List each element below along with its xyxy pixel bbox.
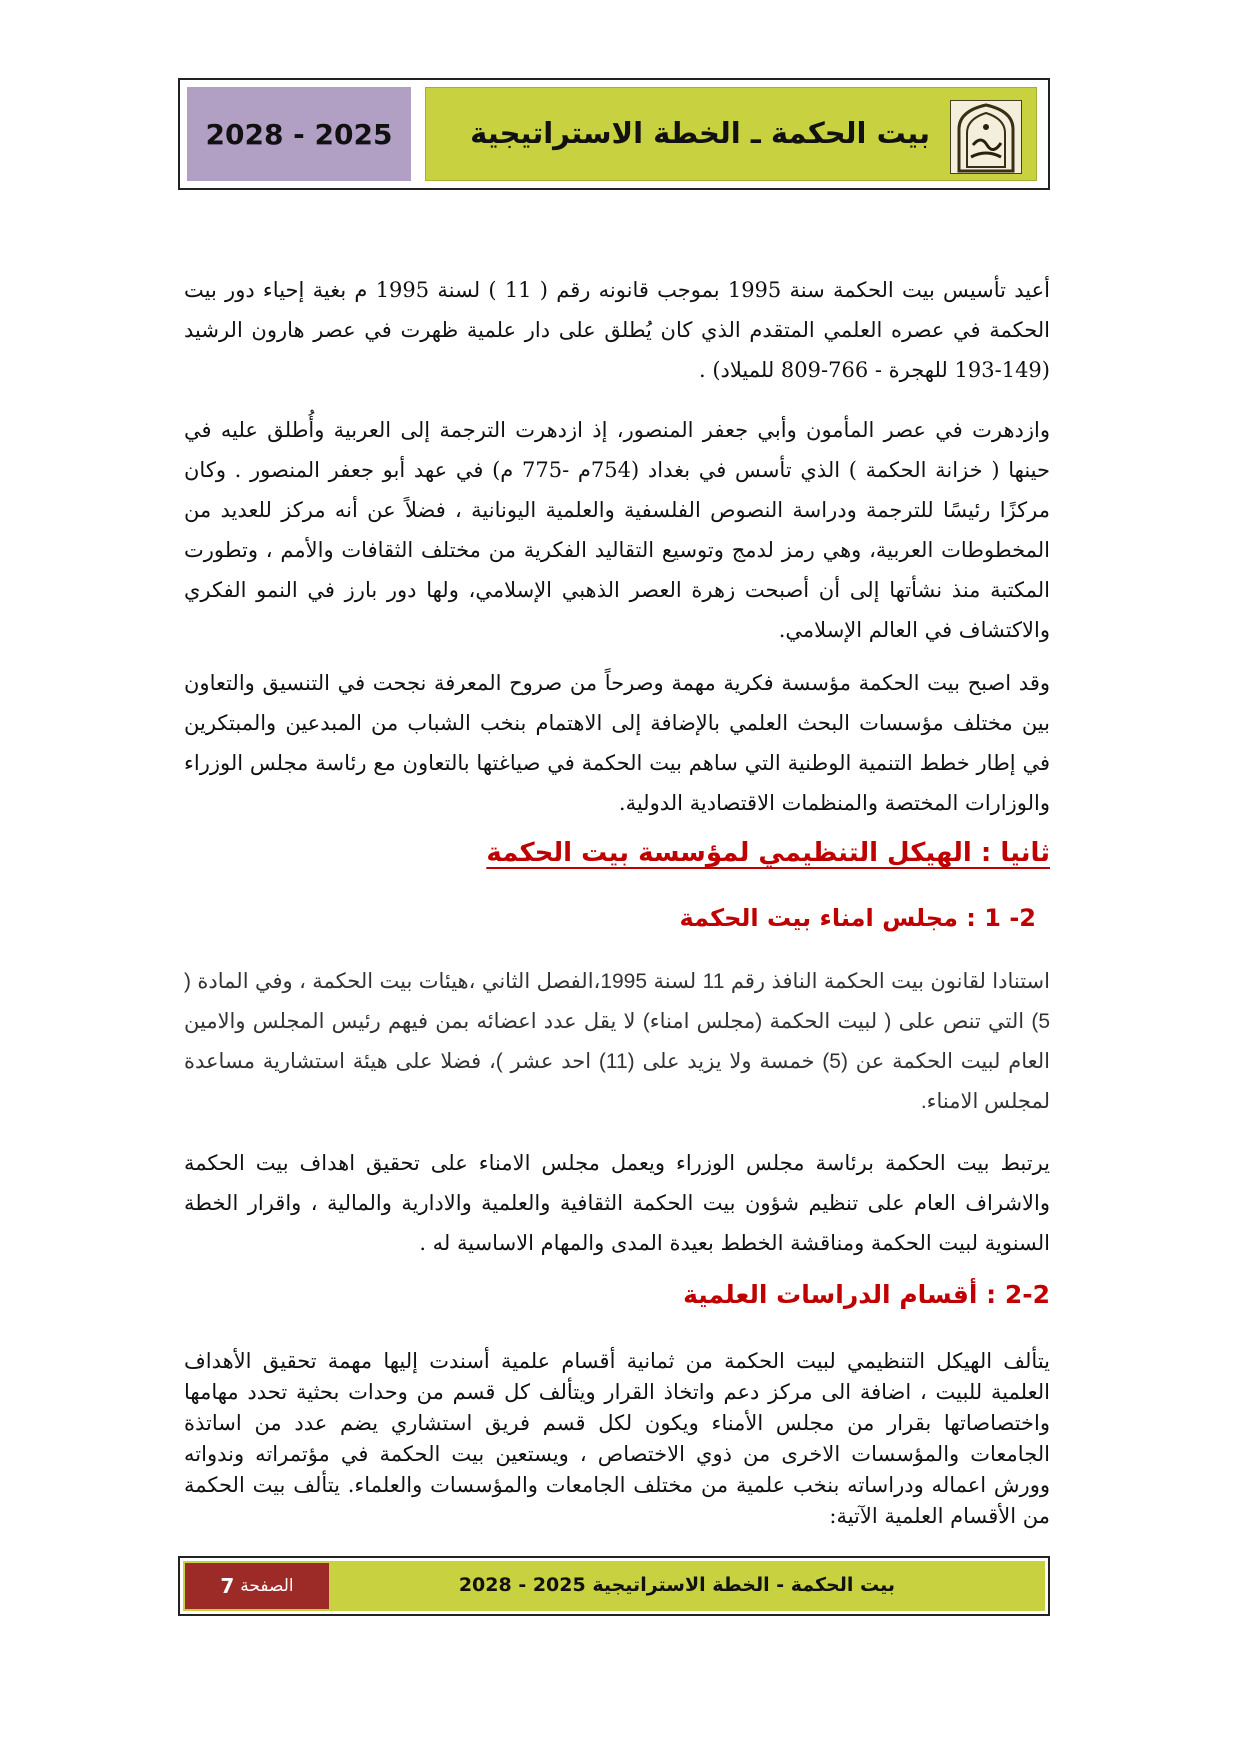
paragraph-role: وقد اصبح بيت الحكمة مؤسسة فكرية مهمة وصرحاً من صروح المعرفة نجحت في التنسيق والتعاون بين مختلف مؤسسات البحث العلمي بالإضافة إلى الاهتمام بنخب الشباب من المبدعين والمبتكرين في إطار خطط التنمية الوطنية التي ساهم بيت الحكمة في صياغتها بالتعاون مع رئاسة مجلس الوزراء والوزارات المختصة والمنظمات الاقتصادية الدولية.: [184, 671, 1050, 815]
paragraph-founding: أعيد تأسيس بيت الحكمة سنة 1995 بموجب قانونه رقم ( 11 ) لسنة 1995 م بغية إحياء دور بيت الحكمة في عصره العلمي المتقدم الذي كان يُطلق على دار علمية ظهرت في عصر هارون الرشيد (149-193 للهجرة - 766-809 للميلاد) .: [184, 278, 1050, 382]
section-heading-structure: ثانيا : الهيكل التنظيمي لمؤسسة بيت الحكمة: [486, 838, 1050, 868]
header-title-bar: [425, 87, 1037, 181]
header-years: 2028 - 2025: [187, 87, 411, 181]
page-header: [178, 78, 1050, 190]
page-label: الصفحة: [240, 1576, 294, 1596]
subheading-board: 2- 1 : مجلس امناء بيت الحكمة: [679, 904, 1036, 932]
header-title: بيت الحكمة ـ الخطة الاستراتيجية: [470, 116, 930, 150]
subheading-departments: 2-2 : أقسام الدراسات العلمية: [683, 1280, 1050, 1309]
page-number-box: [185, 1563, 329, 1609]
paragraph-board-law: استنادا لقانون بيت الحكمة النافذ رقم 11 لسنة 1995،الفصل الثاني ،هيئات بيت الحكمة ، وفي المادة ( 5) التي تنص على ( لبيت الحكمة (مجلس امناء) لا يقل عدد اعضائه بمن فيهم رئيس المجلس والامين العام لبيت الحكمة عن (5) خمسة ولا يزيد على (11) احد عشر )، فضلا على هيئة استشارية مساعدة لمجلس الامناء.: [184, 970, 1050, 1113]
page-footer: [178, 1556, 1050, 1616]
paragraph-departments: يتألف الهيكل التنظيمي لبيت الحكمة من ثمانية أقسام علمية أسندت إليها مهمة تحقيق الأهداف العلمية للبيت ، اضافة الى مركز دعم واتخاذ القرار ويتألف كل قسم من وحدات بحثية تحدد مهامها واختصاصاتها بقرار من مجلس الأمناء ويكون لكل قسم فريق استشاري يضم عدد من اساتذة الجامعات والمؤسسات الاخرى من ذوي الاختصاص ، ويستعين بيت الحكمة في مؤتمراته وندواته وورش اعماله ودراساته بنخب علمية من مختلف الجامعات والمؤسسات والعلماء. يتألف بيت الحكمة من الأقسام العلمية الآتية:: [184, 1349, 1050, 1528]
bait-al-hikma-logo: [950, 100, 1022, 174]
paragraph-board-duties: يرتبط بيت الحكمة برئاسة مجلس الوزراء ويعمل مجلس الامناء على تحقيق اهداف بيت الحكمة والاشراف العام على تنظيم شؤون بيت الحكمة الثقافية والعلمية والادارية والمالية ، واقرار الخطة السنوية لبيت الحكمة ومناقشة الخطط بعيدة المدى والمهام الاساسية له .: [184, 1151, 1050, 1255]
page-number: 7: [220, 1574, 235, 1598]
footer-title: بيت الحكمة - الخطة الاستراتيجية 2025 - 2028: [458, 1574, 895, 1596]
paragraph-history: وازدهرت في عصر المأمون وأبي جعفر المنصور، إذ ازدهرت الترجمة إلى العربية وأُطلق عليه في حينها ( خزانة الحكمة ) الذي تأسس في بغداد (754م -775 م) في عهد أبو جعفر المنصور . وكان مركزًا رئيسًا للترجمة ودراسة النصوص الفلسفية والعلمية اليونانية ، فضلاً عن أنه مركز للعديد من المخطوطات العربية، وهي رمز لدمج وتوسيع التقاليد الفكرية من مختلف الثقافات والأمم ، وتطورت المكتبة منذ نشأتها إلى أن أصبحت زهرة العصر الذهبي الإسلامي، ولها دور بارز في النمو الفكري والاكتشاف في العالم الإسلامي.: [184, 418, 1050, 642]
